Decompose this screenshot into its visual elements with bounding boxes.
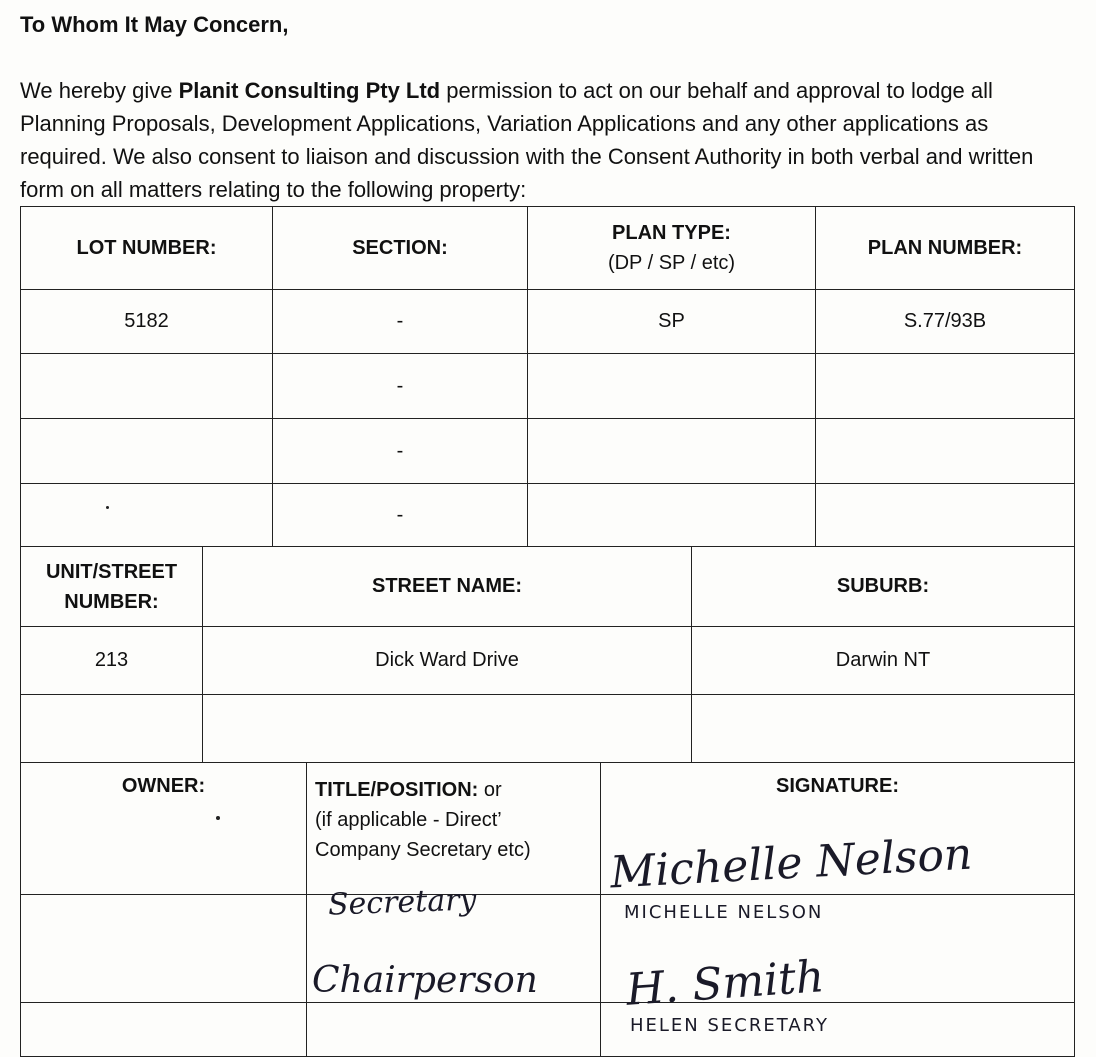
table-row — [21, 695, 1075, 763]
scan-speck — [106, 506, 109, 509]
suburb-cell — [692, 695, 1075, 763]
plan-number-cell — [816, 419, 1075, 484]
plan-type-cell — [528, 484, 816, 547]
street-name-cell — [203, 695, 692, 763]
table-row — [21, 627, 1075, 695]
owner-signature-table — [20, 762, 1075, 1057]
plan-type-header — [528, 207, 816, 290]
handwritten-title-secretary: Secretary — [327, 882, 478, 923]
intro-text-start: We hereby give — [20, 78, 179, 103]
salutation: To Whom It May Concern, — [20, 12, 289, 37]
suburb-cell: Darwin NT — [692, 627, 1075, 695]
owner-cell — [21, 895, 307, 1003]
plan-type-cell: SP — [528, 290, 816, 354]
signature-michelle-nelson: Michelle Nelson — [608, 828, 974, 899]
lot-number-cell: 5182 — [21, 290, 273, 354]
lot-number-cell — [21, 419, 273, 484]
lot-number-cell — [21, 354, 273, 419]
company-name: Planit Consulting Pty Ltd — [178, 78, 441, 103]
lot-number-header: LOT NUMBER: — [21, 207, 273, 290]
plan-type-cell — [528, 419, 816, 484]
title-or-label: or — [478, 779, 502, 801]
plan-number-cell — [816, 484, 1075, 547]
printed-name-helen: HELEN SECRETARY — [630, 1015, 830, 1036]
table-row — [21, 290, 1075, 354]
plan-number-header: PLAN NUMBER: — [816, 207, 1075, 290]
plan-number-cell — [816, 354, 1075, 419]
printed-name-michelle-nelson: MICHELLE NELSON — [624, 902, 824, 923]
handwritten-title-chairperson: Chairperson — [312, 960, 538, 1001]
authorisation-paragraph — [20, 74, 1076, 206]
plan-type-label: PLAN TYPE: — [612, 222, 731, 244]
street-number-cell — [21, 695, 203, 763]
table-row — [21, 895, 1075, 1003]
scan-speck — [216, 816, 220, 820]
address-header-row — [21, 547, 1075, 627]
section-cell: - — [273, 484, 528, 547]
section-cell: - — [273, 419, 528, 484]
street-name-header: STREET NAME: — [203, 547, 692, 627]
street-name-cell: Dick Ward Drive — [203, 627, 692, 695]
address-table — [20, 546, 1075, 763]
section-cell: - — [273, 290, 528, 354]
plan-number-cell: S.77/93B — [816, 290, 1075, 354]
owner-cell — [21, 1003, 307, 1057]
section-cell: - — [273, 354, 528, 419]
table-row — [21, 1003, 1075, 1057]
table-row — [21, 419, 1075, 484]
table-row — [21, 484, 1075, 547]
title-cell — [307, 1003, 601, 1057]
signature-header: SIGNATURE: — [601, 763, 1075, 895]
lot-number-cell — [21, 484, 273, 547]
plan-type-sublabel: (DP / SP / etc) — [607, 252, 736, 274]
plan-type-cell — [528, 354, 816, 419]
suburb-header: SUBURB: — [692, 547, 1075, 627]
intro-text-end: permission to act on our behalf and approval to lodge all Planning Proposals, Development Applications, Variation Applications and any other applications as required. We also consent to liaison and discussion with the Consent Authority in both verbal and written form on all matters relating to the following property: — [20, 78, 1034, 202]
owner-header: OWNER: — [21, 763, 307, 895]
title-position-note: (if applicable - Direct’ Company Secretary etc) — [315, 809, 531, 861]
property-lot-table — [20, 206, 1075, 547]
title-position-label: TITLE/POSITION: — [315, 779, 479, 801]
property-header-row — [21, 207, 1075, 290]
signature-helen: H. Smith — [624, 951, 826, 1016]
unit-street-number-header: UNIT/STREET NUMBER: — [21, 547, 203, 627]
section-header: SECTION: — [273, 207, 528, 290]
street-number-cell: 213 — [21, 627, 203, 695]
title-position-header — [307, 763, 601, 895]
table-row — [21, 354, 1075, 419]
